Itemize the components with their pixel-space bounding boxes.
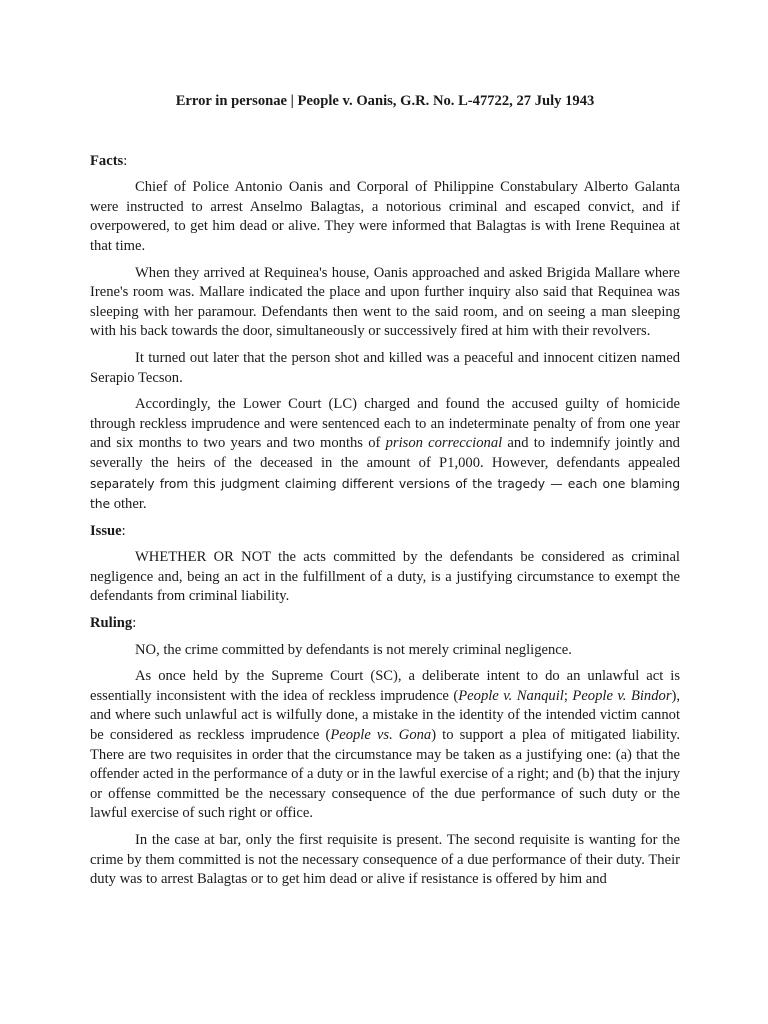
issue-paragraph-1: WHETHER OR NOT the acts committed by the defendants be considered as criminal negligence and, being an act in the fulfillment of a duty, is a justifying circumstance to exempt the defendants from criminal liability. (90, 549, 680, 605)
heading-colon: : (121, 522, 126, 539)
ruling-p2-text-a: As once held by the Supreme Court (SC), a deliberate intent to do an unlawful act is essentially inconsistent with the idea of reckless imprudence ( (90, 668, 680, 704)
facts-p4-text-c: other. (110, 496, 147, 513)
case-citation-gona: People vs. Gona (330, 727, 432, 744)
ruling-heading (90, 614, 680, 634)
ruling-p2-text-d: ) to support a plea of mitigated liability. There are two requisites in order that the circumstance may be taken as a justifying one: (a) that the offender acted in the performance of a duty or in the lawful exercise of a right; and (b) that the injury or offense committed be the necessary consequence of the due performance of such duty or the lawful exercise of such right or office. (90, 727, 680, 822)
document-page (90, 92, 680, 897)
facts-paragraph-1: Chief of Police Antonio Oanis and Corporal of Philippine Constabulary Alberto Galanta were instructed to arrest Anselmo Balagtas, a notorious criminal and escaped convict, and if overpowered, to get him dead or alive. They were informed that Balagtas is with Irene Requinea at that time. (90, 179, 680, 254)
heading-colon: : (132, 615, 137, 632)
ruling-heading-label: Ruling (90, 615, 133, 632)
issue-heading (90, 522, 680, 542)
facts-paragraph-2: When they arrived at Requinea's house, Oanis approached and asked Brigida Mallare where Irene's room was. Mallare indicated the place and upon further inquiry also said that Requinea was sleeping with her paramour. Defendants then went to the said room, and on seeing a man sleeping with his back towards the door, simultaneously or successively fired at him with their revolvers. (90, 264, 680, 340)
facts-p4-text-a: Accordingly, the Lower Court (LC) charged and found the accused guilty of homicide through reckless imprudence and were sentenced each to an indeterminate penalty of from one year and six months to two years and two months of (90, 396, 680, 452)
issue-heading-label: Issue (90, 522, 122, 539)
case-citation-bindor: People v. Bindor (572, 687, 672, 704)
ruling-paragraph-2 (90, 667, 680, 824)
case-citation-nanquil: People v. Nanquil (458, 687, 564, 704)
facts-p4-sans-line: separately from this judgment claiming different versions of the tragedy — each one blaming the (90, 475, 680, 512)
facts-p4-text-b: and to indemnify jointly and severally the heirs of the deceased in the amount of P1,000. However, defendants appealed (90, 435, 680, 471)
facts-paragraph-4 (90, 395, 680, 515)
heading-colon: : (123, 152, 128, 169)
ruling-p2-text-b: ; (563, 687, 573, 704)
document-title: Error in personae | People v. Oanis, G.R. No. L-47722, 27 July 1943 (175, 93, 595, 109)
facts-p4-italic: prison correccional (385, 435, 503, 452)
ruling-p2-text-c: ), and where such unlawful act is wilfully done, a mistake in the identity of the intended victim cannot be considered as reckless imprudence ( (90, 687, 681, 744)
ruling-paragraph-1: NO, the crime committed by defendants is not merely criminal negligence. (135, 641, 572, 658)
facts-heading-label: Facts (90, 152, 124, 169)
facts-heading (90, 152, 680, 172)
ruling-paragraph-3: In the case at bar, only the first requisite is present. The second requisite is wanting for the crime by them committed is not the necessary consequence of a due performance of their duty. Their duty was to arrest Balagtas or to get him dead or alive if resistance is offered by him and (90, 832, 680, 888)
facts-paragraph-3: It turned out later that the person shot and killed was a peaceful and innocent citizen named Serapio Tecson. (90, 349, 680, 386)
